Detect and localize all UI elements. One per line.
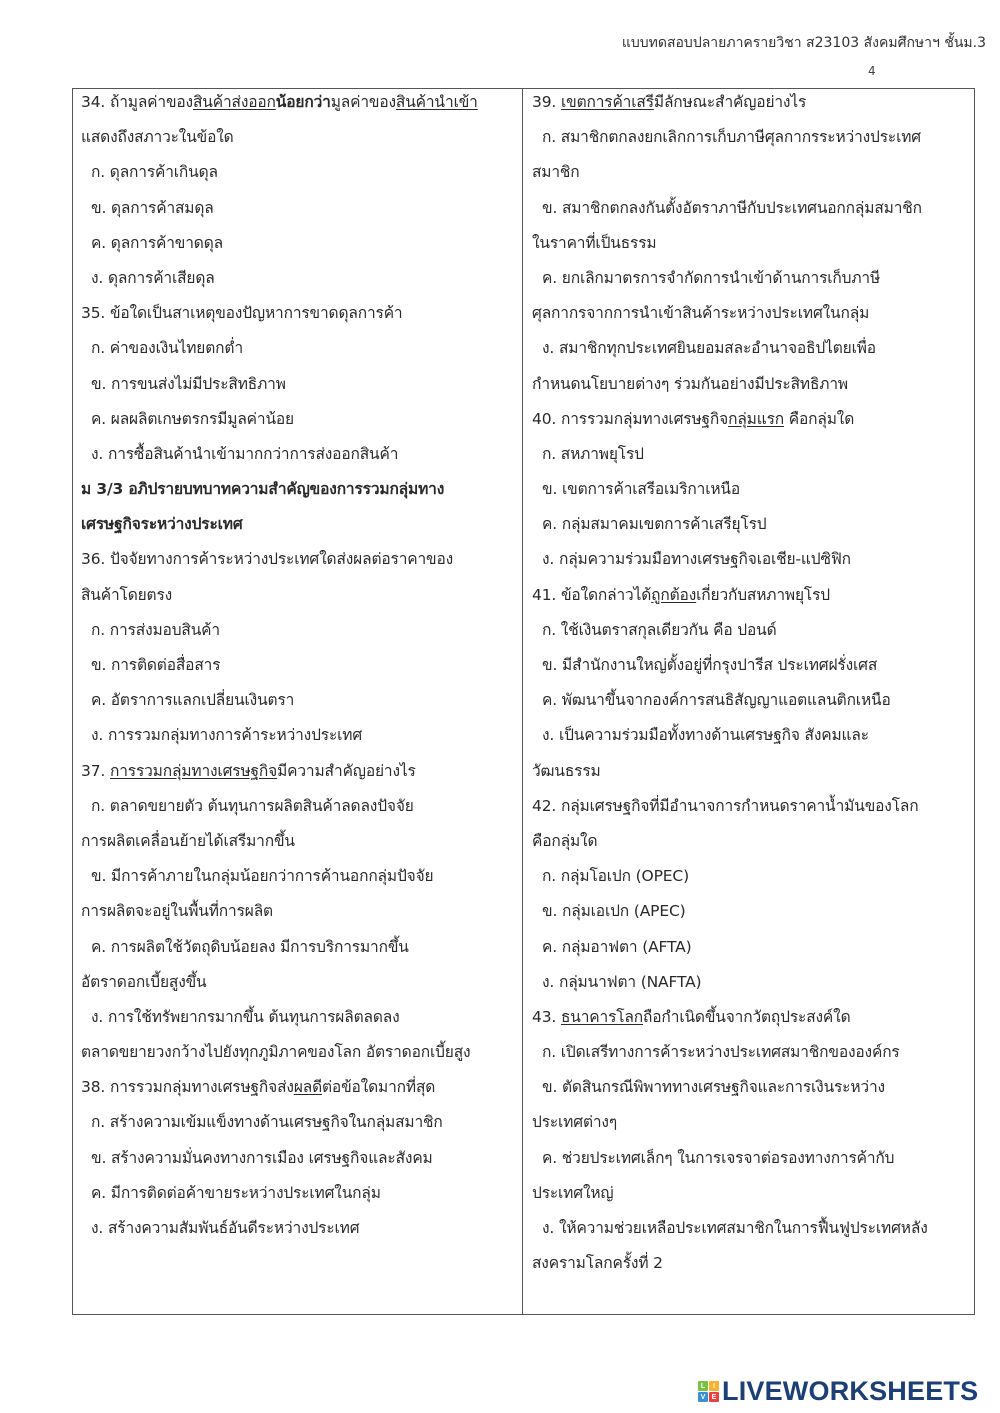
q42-choice-b[interactable]: ข. กลุ่มเอเปก (APEC) [542,902,686,921]
liveworksheets-logo[interactable] [698,1378,978,1405]
q34-choice-c[interactable]: ค. ดุลการค้าขาดดุล [91,233,223,252]
underlined-term: สินค้าส่งออก [192,93,276,111]
q39-choice-d[interactable]: ง. สมาชิกทุกประเทศยินยอมสละอำนาจอธิปไตยเพื่อ [542,339,876,358]
q43-choice-c-continued[interactable]: ประเทศใหญ่ [532,1183,614,1202]
q39-choice-b-continued[interactable]: ในราคาที่เป็นธรรม [532,233,657,252]
section-heading-continued: เศรษฐกิจระหว่างประเทศ [81,515,243,534]
q41-choice-d-continued[interactable]: วัฒนธรรม [532,761,601,780]
underlined-term: ผลดี [293,1078,323,1097]
q37-choice-c-continued[interactable]: อัตราดอกเบี้ยสูงขึ้น [81,972,207,991]
question-37: 37. การรวมกลุ่มทางเศรษฐกิจมีความสำคัญอย่างไร [81,761,416,780]
q36-choice-c[interactable]: ค. อัตราการแลกเปลี่ยนเงินตรา [91,691,295,710]
question-34: 34. ถ้ามูลค่าของสินค้าส่งออกน้อยกว่ามูลค่าของสินค้านำเข้า [81,93,478,111]
q43-choice-b[interactable]: ข. ตัดสินกรณีพิพาททางเศรษฐกิจและการเงินระหว่าง [542,1078,885,1097]
right-column [523,89,974,1314]
question-34-continued: แสดงถึงสภาวะในข้อใด [81,128,234,147]
q36-choice-d[interactable]: ง. การรวมกลุ่มทางการค้าระหว่างประเทศ [91,726,363,745]
q36-choice-a[interactable]: ก. การส่งมอบสินค้า [91,620,220,639]
question-36: 36. ปัจจัยทางการค้าระหว่างประเทศใดส่งผลต่อราคาของ [81,550,454,569]
q43-choice-c[interactable]: ค. ช่วยประเทศเล็กๆ ในการเจรจาต่อรองทางการค้ากับ [542,1148,895,1167]
q37-choice-a-continued[interactable]: การผลิตเคลื่อนย้ายได้เสรีมากขึ้น [81,831,295,850]
question-41: 41. ข้อใดกล่าวได้ถูกต้องเกี่ยวกับสหภาพยุโรป [532,585,830,604]
question-39: 39. เขตการค้าเสรีมีลักษณะสำคัญอย่างไร [532,93,807,111]
q36-choice-b[interactable]: ข. การติดต่อสื่อสาร [91,656,221,674]
question-43: 43. ธนาคารโลกถือกำเนิดขึ้นจากวัตถุประสงค์ใด [532,1007,851,1026]
underlined-term: สินค้านำเข้า [395,93,478,111]
q38-choice-a[interactable]: ก. สร้างความเข้มแข็งทางด้านเศรษฐกิจในกลุ่มสมาชิก [91,1113,443,1132]
q37-choice-b-continued[interactable]: การผลิตจะอยู่ในพื้นที่การผลิต [81,902,273,921]
q41-choice-a[interactable]: ก. ใช้เงินตราสกุลเดียวกัน คือ ปอนด์ [542,620,777,639]
q35-choice-b[interactable]: ข. การขนส่งไม่มีประสิทธิภาพ [91,374,286,393]
exam-questions-table [72,88,975,1315]
q37-choice-d[interactable]: ง. การใช้ทรัพยากรมากขึ้น ต้นทุนการผลิตลดลง [91,1007,400,1026]
q43-choice-a[interactable]: ก. เปิดเสรีทางการค้าระหว่างประเทศสมาชิกขององค์กร [542,1043,900,1062]
left-column [73,89,523,1314]
q40-choice-b[interactable]: ข. เขตการค้าเสรีอเมริกาเหนือ [542,480,741,499]
underlined-term: ธนาคารโลก [560,1007,643,1026]
q39-choice-a-continued[interactable]: สมาชิก [532,163,580,182]
q42-choice-d[interactable]: ง. กลุ่มนาฟตา (NAFTA) [542,972,702,991]
question-38: 38. การรวมกลุ่มทางเศรษฐกิจส่งผลดีต่อข้อใดมากที่สุด [81,1078,436,1097]
underlined-term: ถูกต้อง [651,585,697,604]
logo-text: LIVEWORKSHEETS [722,1376,979,1406]
section-heading: ม 3/3 อภิปรายบทบาทความสำคัญของการรวมกลุ่มทาง [81,480,445,499]
q40-choice-a[interactable]: ก. สหภาพยุโรป [542,444,644,463]
q39-choice-a[interactable]: ก. สมาชิกตกลงยกเลิกการเก็บภาษีศุลกากรระหว่างประเทศ [542,128,921,147]
logo-block-i: I [709,1381,719,1391]
underlined-term: การรวมกลุ่มทางเศรษฐกิจ [109,761,278,780]
q41-choice-d[interactable]: ง. เป็นความร่วมมือทั้งทางด้านเศรษฐกิจ สังคมและ [542,726,869,745]
q39-choice-d-continued[interactable]: กำหนดนโยบายต่างๆ ร่วมกันอย่างมีประสิทธิภาพ [532,374,848,393]
q39-choice-b[interactable]: ข. สมาชิกตกลงกันตั้งอัตราภาษีกับประเทศนอกกลุ่มสมาชิก [542,198,922,217]
q34-choice-b[interactable]: ข. ดุลการค้าสมดุล [91,198,214,217]
question-35: 35. ข้อใดเป็นสาเหตุของปัญหาการขาดดุลการค้า [81,304,403,323]
q43-choice-d[interactable]: ง. ให้ความช่วยเหลือประเทศสมาชิกในการฟื้นฟูประเทศหลัง [542,1219,928,1237]
bold-term: น้อยกว่า [275,93,331,111]
question-42: 42. กลุ่มเศรษฐกิจที่มีอำนาจการกำหนดราคาน้ำมันของโลก [532,796,919,815]
q42-choice-c[interactable]: ค. กลุ่มอาฟตา (AFTA) [542,937,692,956]
q37-choice-a[interactable]: ก. ตลาดขยายตัว ต้นทุนการผลิตสินค้าลดลงปัจจัย [91,796,414,815]
q40-choice-c[interactable]: ค. กลุ่มสมาคมเขตการค้าเสรียุโรป [542,515,767,534]
q42-choice-a[interactable]: ก. กลุ่มโอเปก (OPEC) [542,867,689,886]
logo-block-e: E [709,1392,719,1402]
q39-choice-c-continued[interactable]: ศุลกากรจากการนำเข้าสินค้าระหว่างประเทศในกลุ่ม [532,304,870,323]
question-40: 40. การรวมกลุ่มทางเศรษฐกิจกลุ่มแรก คือกลุ่มใด [532,409,855,428]
q43-choice-b-continued[interactable]: ประเทศต่างๆ [532,1113,618,1132]
underlined-term: กลุ่มแรก [728,409,784,428]
q37-choice-d-continued[interactable]: ตลาดขยายวงกว้างไปยังทุกภูมิภาคของโลก อัตราดอกเบี้ยสูง [81,1043,471,1062]
q38-choice-b[interactable]: ข. สร้างความมั่นคงทางการเมือง เศรษฐกิจและสังคม [91,1148,433,1167]
q38-choice-c[interactable]: ค. มีการติดต่อค้าขายระหว่างประเทศในกลุ่ม [91,1183,381,1202]
q39-choice-c[interactable]: ค. ยกเลิกมาตรการจำกัดการนำเข้าด้านการเก็บภาษี [542,268,881,287]
live-blocks-icon [698,1381,719,1402]
q41-choice-b[interactable]: ข. มีสำนักงานใหญ่ตั้งอยู่ที่กรุงปารีส ประเทศฝรั่งเศส [542,656,878,674]
q35-choice-c[interactable]: ค. ผลผลิตเกษตรกรมีมูลค่าน้อย [91,409,294,428]
q38-choice-d[interactable]: ง. สร้างความสัมพันธ์อันดีระหว่างประเทศ [91,1219,360,1237]
page-number: 4 [868,64,876,78]
logo-block-l: L [698,1381,708,1391]
q35-choice-a[interactable]: ก. ค่าของเงินไทยตกต่ำ [91,339,244,358]
q43-choice-d-continued[interactable]: สงครามโลกครั้งที่ 2 [532,1254,663,1273]
logo-block-v: V [698,1392,708,1402]
question-42-continued: คือกลุ่มใด [532,831,598,850]
q35-choice-d[interactable]: ง. การซื้อสินค้านำเข้ามากกว่าการส่งออกสินค้า [91,444,399,463]
q40-choice-d[interactable]: ง. กลุ่มความร่วมมือทางเศรษฐกิจเอเชีย-แปซิฟิก [542,550,851,569]
q34-choice-d[interactable]: ง. ดุลการค้าเสียดุล [91,268,215,287]
q41-choice-c[interactable]: ค. พัฒนาขึ้นจากองค์การสนธิสัญญาแอตแลนติกเหนือ [542,691,891,710]
question-36-continued: สินค้าโดยตรง [81,585,173,604]
underlined-term: เขตการค้าเสรี [560,93,654,111]
q37-choice-b[interactable]: ข. มีการค้าภายในกลุ่มน้อยกว่าการค้านอกกลุ่มปัจจัย [91,867,434,886]
q37-choice-c[interactable]: ค. การผลิตใช้วัตถุดิบน้อยลง มีการบริการมากขึ้น [91,937,409,956]
document-header-title: แบบทดสอบปลายภาครายวิชา ส23103 สังคมศึกษาฯ ชั้นม.3 [621,35,986,51]
q34-choice-a[interactable]: ก. ดุลการค้าเกินดุล [91,163,218,182]
